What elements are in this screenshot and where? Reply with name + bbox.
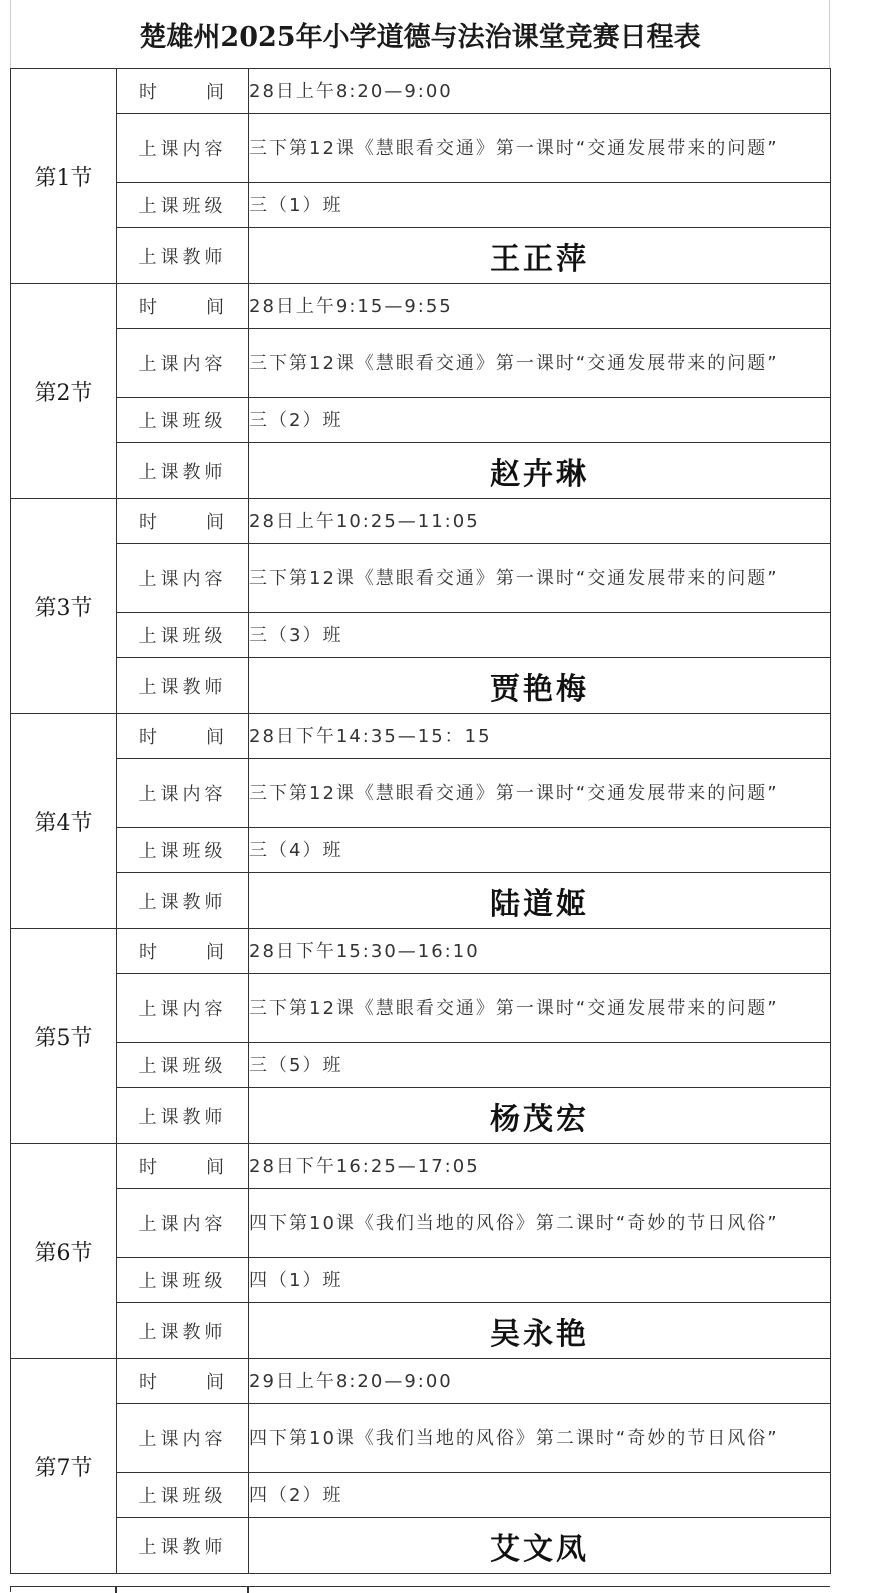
teacher-name: 贾艳梅 <box>249 658 831 714</box>
session-2-content-row <box>11 329 831 398</box>
session-5-class-row <box>11 1043 831 1088</box>
class-label: 上课班级 <box>117 183 249 228</box>
class-value: 三（4）班 <box>249 828 831 873</box>
content-label: 上课内容 <box>117 329 249 398</box>
session-label: 第1节 <box>11 69 117 284</box>
time-value: 28日上午10:25—11:05 <box>249 499 831 544</box>
session-4-content-row <box>11 759 831 828</box>
column-divider <box>247 1587 249 1593</box>
class-label: 上课班级 <box>117 1043 249 1088</box>
class-value: 三（1）班 <box>249 183 831 228</box>
class-value: 四（1）班 <box>249 1258 831 1303</box>
session-1-content-row <box>11 114 831 183</box>
session-label: 第6节 <box>11 1144 117 1359</box>
session-6-teacher-row <box>11 1303 831 1359</box>
teacher-name: 艾文凤 <box>249 1518 831 1574</box>
session-4-teacher-row <box>11 873 831 929</box>
session-7-teacher-row <box>11 1518 831 1574</box>
class-label: 上课班级 <box>117 398 249 443</box>
teacher-label: 上课教师 <box>117 1303 249 1359</box>
session-3-class-row <box>11 613 831 658</box>
teacher-label: 上课教师 <box>117 228 249 284</box>
teacher-name: 杨茂宏 <box>249 1088 831 1144</box>
teacher-label: 上课教师 <box>117 1088 249 1144</box>
schedule-body <box>11 69 831 1574</box>
schedule-table <box>10 68 831 1574</box>
session-3-time-row <box>11 499 831 544</box>
class-value: 四（2）班 <box>249 1473 831 1518</box>
session-2-time-row <box>11 284 831 329</box>
teacher-name: 吴永艳 <box>249 1303 831 1359</box>
session-6-time-row <box>11 1144 831 1189</box>
session-label: 第7节 <box>11 1359 117 1574</box>
session-4-class-row <box>11 828 831 873</box>
teacher-label: 上课教师 <box>117 443 249 499</box>
time-value: 29日上午8:20—9:00 <box>249 1359 831 1404</box>
time-label: 时间 <box>117 69 249 114</box>
content-label: 上课内容 <box>117 544 249 613</box>
session-1-class-row <box>11 183 831 228</box>
content-value: 三下第12课《慧眼看交通》第一课时“交通发展带来的问题” <box>249 544 831 613</box>
content-label: 上课内容 <box>117 114 249 183</box>
session-1-time-row <box>11 69 831 114</box>
content-value: 三下第12课《慧眼看交通》第一课时“交通发展带来的问题” <box>249 114 831 183</box>
session-label: 第2节 <box>11 284 117 499</box>
session-label: 第3节 <box>11 499 117 714</box>
time-label: 时间 <box>117 499 249 544</box>
class-label: 上课班级 <box>117 613 249 658</box>
session-7-class-row <box>11 1473 831 1518</box>
session-4-time-row <box>11 714 831 759</box>
content-label: 上课内容 <box>117 759 249 828</box>
class-label: 上课班级 <box>117 1473 249 1518</box>
session-7-time-row <box>11 1359 831 1404</box>
teacher-name: 陆道姬 <box>249 873 831 929</box>
next-session-row-edge <box>10 1586 830 1592</box>
time-value: 28日下午15:30—16:10 <box>249 929 831 974</box>
class-label: 上课班级 <box>117 828 249 873</box>
time-label: 时间 <box>117 284 249 329</box>
class-value: 三（2）班 <box>249 398 831 443</box>
session-3-teacher-row <box>11 658 831 714</box>
teacher-label: 上课教师 <box>117 1518 249 1574</box>
teacher-name: 王正萍 <box>249 228 831 284</box>
time-value: 28日下午14:35—15：15 <box>249 714 831 759</box>
session-6-class-row <box>11 1258 831 1303</box>
class-value: 三（5）班 <box>249 1043 831 1088</box>
session-2-class-row <box>11 398 831 443</box>
content-label: 上课内容 <box>117 974 249 1043</box>
session-5-teacher-row <box>11 1088 831 1144</box>
session-5-time-row <box>11 929 831 974</box>
session-1-teacher-row <box>11 228 831 284</box>
column-divider <box>115 1587 117 1593</box>
content-value: 四下第10课《我们当地的风俗》第二课时“奇妙的节日风俗” <box>249 1404 831 1473</box>
session-3-content-row <box>11 544 831 613</box>
content-value: 三下第12课《慧眼看交通》第一课时“交通发展带来的问题” <box>249 974 831 1043</box>
content-value: 三下第12课《慧眼看交通》第一课时“交通发展带来的问题” <box>249 329 831 398</box>
teacher-label: 上课教师 <box>117 658 249 714</box>
content-label: 上课内容 <box>117 1404 249 1473</box>
time-value: 28日下午16:25—17:05 <box>249 1144 831 1189</box>
session-7-content-row <box>11 1404 831 1473</box>
class-label: 上课班级 <box>117 1258 249 1303</box>
time-label: 时间 <box>117 1359 249 1404</box>
time-value: 28日上午8:20—9:00 <box>249 69 831 114</box>
class-value: 三（3）班 <box>249 613 831 658</box>
session-2-teacher-row <box>11 443 831 499</box>
time-label: 时间 <box>117 1144 249 1189</box>
content-value: 四下第10课《我们当地的风俗》第二课时“奇妙的节日风俗” <box>249 1189 831 1258</box>
session-5-content-row <box>11 974 831 1043</box>
session-label: 第4节 <box>11 714 117 929</box>
teacher-label: 上课教师 <box>117 873 249 929</box>
time-label: 时间 <box>117 714 249 759</box>
time-value: 28日上午9:15—9:55 <box>249 284 831 329</box>
content-label: 上课内容 <box>117 1189 249 1258</box>
time-label: 时间 <box>117 929 249 974</box>
page-title: 楚雄州2025年小学道德与法治课堂竞赛日程表 <box>10 0 830 68</box>
session-6-content-row <box>11 1189 831 1258</box>
teacher-name: 赵卉琳 <box>249 443 831 499</box>
session-label: 第5节 <box>11 929 117 1144</box>
content-value: 三下第12课《慧眼看交通》第一课时“交通发展带来的问题” <box>249 759 831 828</box>
